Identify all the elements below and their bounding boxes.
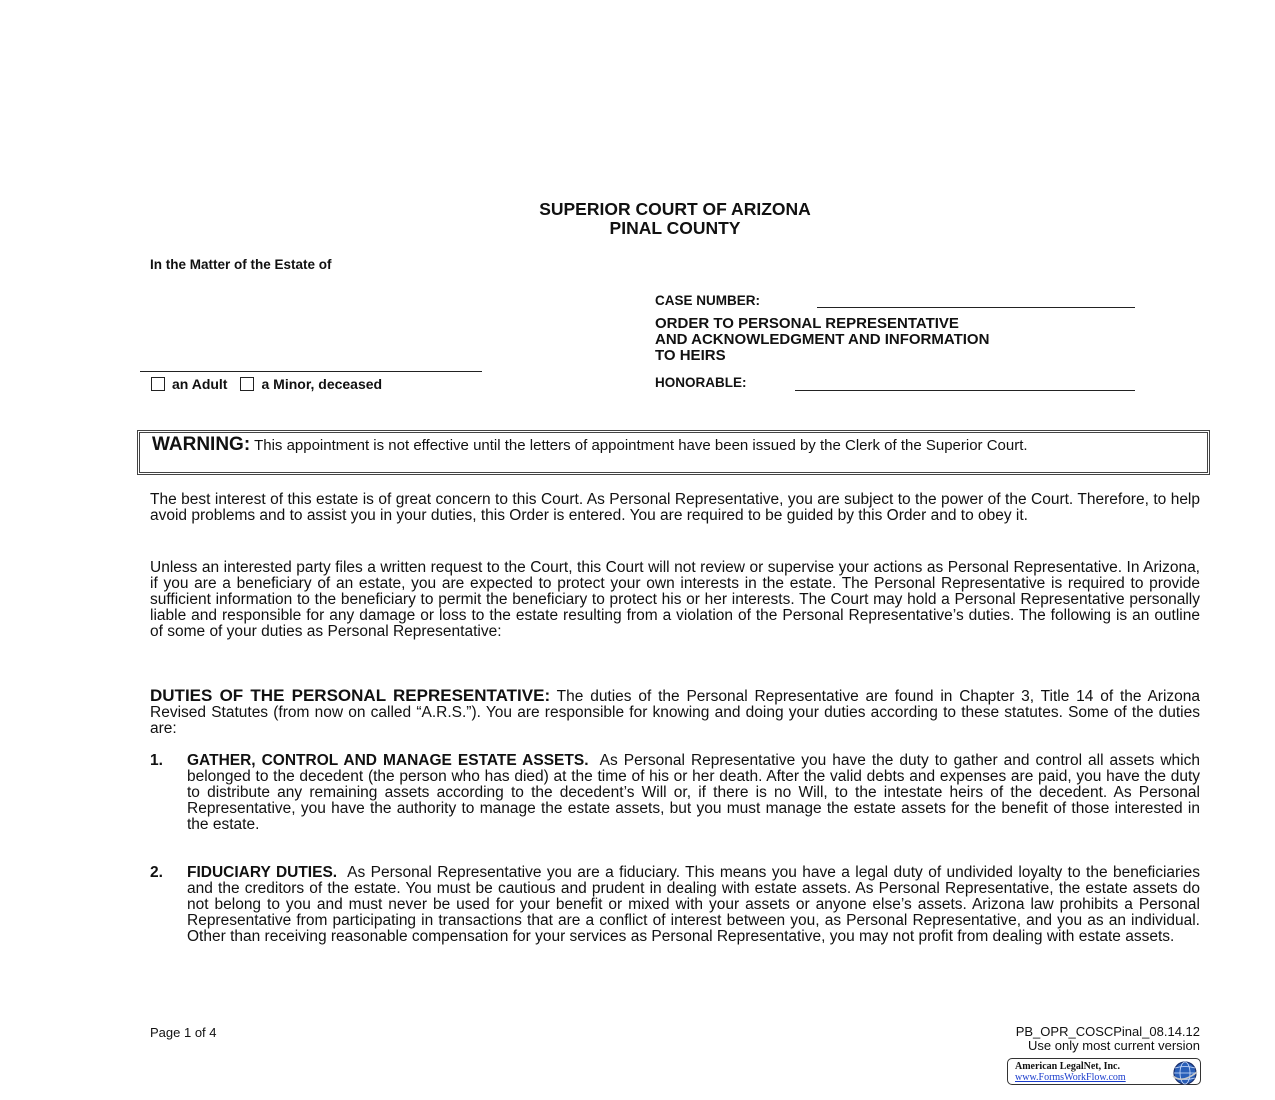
supervision-paragraph: Unless an interested party files a written request to the Court, this Court will not review or supervise your actions as Personal Representative. In Arizona, if you are a beneficiary of an estate, you are expected to protect your own interests in the estate. The Personal Representative is required to provide sufficient information to the beneficiary to permit the beneficiary to protect his or her interests. The Court may hold a Personal Representative personally liable and responsible for any damage or loss to the estate resulting from a violation of the Personal Representative’s duties. The following is an outline of some of your duties as Personal Representative: [150, 559, 1200, 640]
case-number-label: CASE NUMBER: [655, 293, 761, 308]
minor-label: a Minor, deceased [261, 376, 383, 392]
honorable-field[interactable] [795, 390, 1135, 391]
item-text: As Personal Representative you have the duty to gather and control all assets which belonged to the decedent (the person who has died) at the time of his or her death. After the valid debts and expenses are paid, you have the duty to distribute any remaining assets according to the decedent’s Will or, if there is no Will, to the intestate heirs of the decedent. As Personal Representative, you have the authority to manage the estate assets, but you must manage the estate assets for the benefit of those interested in the estate. [187, 752, 1200, 833]
item-text: As Personal Representative you are a fiduciary. This means you have a legal duty of undivided loyalty to the beneficiaries and the creditors of the estate. You must be cautious and prudent in dealing with estate assets. As Personal Representative, the estate assets do not belong to you and must never be used for your benefit or mixed with your assets or anyone else’s assets. Arizona law prohibits a Personal Representative from participating in transactions that are a conflict of interest between you, as Personal Representative, and you as an individual. Other than receiving reasonable compensation for your services as Personal Representative, you may not profit from dealing with estate assets. [187, 864, 1201, 945]
item-body [187, 753, 1200, 833]
decedent-type-options [151, 376, 382, 392]
adult-checkbox[interactable] [151, 377, 165, 391]
order-title-line-1: ORDER TO PERSONAL REPRESENTATIVE [655, 315, 959, 332]
county-name: PINAL COUNTY [609, 218, 741, 238]
warning-title: WARNING: [152, 434, 251, 455]
duties-text: The duties of the Personal Representative are found in Chapter 3, Title 14 of the Arizona Revised Statutes (from now on called “A.R.S.”). You are responsible for knowing and doing your duties according to these statutes. Some of the duties are: [150, 688, 1200, 737]
matter-label: In the Matter of the Estate of [150, 257, 332, 272]
order-title-line-3: TO HEIRS [655, 347, 726, 364]
warning-text: This appointment is not effective until the letters of appointment have been issued by the Clerk of the Superior Court. [254, 437, 1028, 454]
adult-label: an Adult [172, 376, 228, 392]
page-number: Page 1 of 4 [150, 1025, 217, 1040]
court-heading [0, 200, 1275, 238]
order-title [655, 316, 989, 364]
form-info [1016, 1025, 1200, 1053]
item-body [187, 865, 1200, 945]
court-name: SUPERIOR COURT OF ARIZONA [539, 199, 811, 219]
logo-name: American LegalNet, Inc. [1015, 1061, 1120, 1072]
item-number: 2. [150, 864, 163, 881]
case-number-field[interactable] [817, 307, 1135, 308]
order-title-line-2: AND ACKNOWLEDGMENT AND INFORMATION [655, 331, 990, 348]
globe-icon [1172, 1060, 1198, 1086]
duties-heading: DUTIES OF THE PERSONAL REPRESENTATIVE: [150, 686, 551, 705]
intro-paragraph: The best interest of this estate is of great concern to this Court. As Personal Representative, you are subject to the power of the Court. Therefore, to help avoid problems and to assist you in your duties, this Order is entered. You are required to be guided by this Order and to obey it. [150, 491, 1200, 524]
form-id: PB_OPR_COSCPinal_08.14.12 [1015, 1024, 1200, 1039]
list-item [150, 865, 1200, 945]
honorable-label: HONORABLE: [655, 375, 747, 390]
warning-box [137, 430, 1210, 475]
item-heading: GATHER, CONTROL AND MANAGE ESTATE ASSETS. [187, 752, 589, 769]
list-item [150, 753, 1200, 833]
publisher-logo[interactable] [1007, 1058, 1201, 1085]
minor-checkbox[interactable] [240, 377, 254, 391]
item-heading: FIDUCIARY DUTIES. [187, 864, 338, 881]
decedent-name-line [140, 371, 482, 372]
logo-url[interactable]: www.FormsWorkFlow.com [1015, 1072, 1126, 1083]
item-number: 1. [150, 752, 163, 769]
duties-paragraph [150, 688, 1200, 737]
version-note: Use only most current version [1028, 1038, 1200, 1053]
